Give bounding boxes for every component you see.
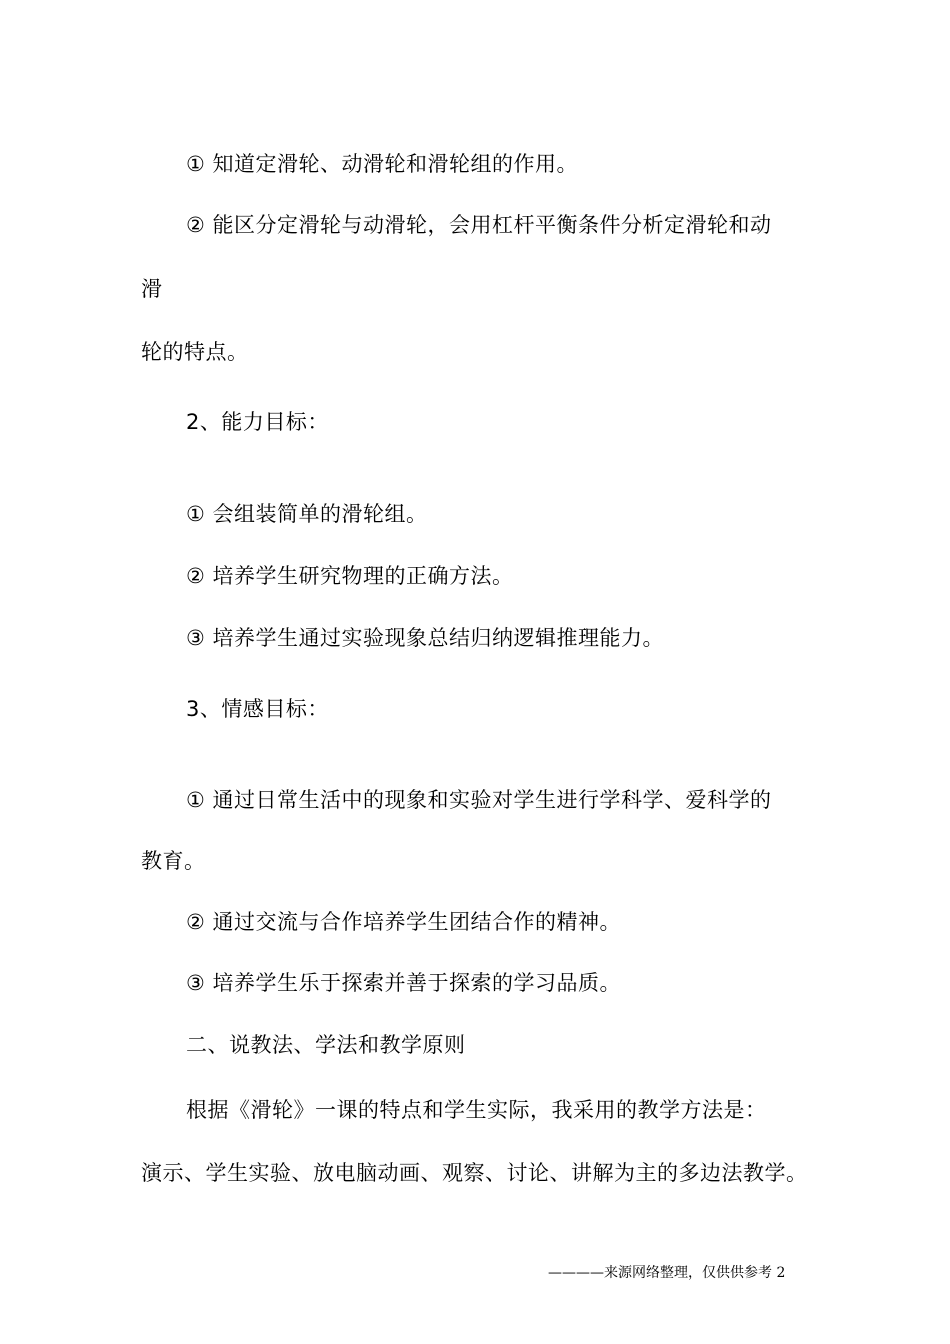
objective-line-2-wrap: 滑 bbox=[141, 277, 163, 301]
emotion-line-1: ① 通过日常生活中的现象和实验对学生进行学科学、爱科学的 bbox=[186, 788, 772, 812]
emotion-line-3: ③ 培养学生乐于探索并善于探索的学习品质。 bbox=[186, 971, 621, 995]
ability-line-1: ① 会组装简单的滑轮组。 bbox=[186, 502, 428, 526]
section-heading-methods: 二、说教法、学法和教学原则 bbox=[186, 1033, 466, 1057]
emotion-line-1-continued: 教育。 bbox=[141, 849, 206, 873]
page-footer: ————来源网络整理，仅供供参考 2 bbox=[548, 1265, 786, 1281]
section-heading-emotion: 3、情感目标： bbox=[186, 697, 329, 721]
objective-line-2: ② 能区分定滑轮与动滑轮，会用杠杆平衡条件分析定滑轮和动 bbox=[186, 213, 772, 237]
emotion-line-2: ② 通过交流与合作培养学生团结合作的精神。 bbox=[186, 910, 621, 934]
ability-line-2: ② 培养学生研究物理的正确方法。 bbox=[186, 564, 514, 588]
ability-line-3: ③ 培养学生通过实验现象总结归纳逻辑推理能力。 bbox=[186, 626, 664, 650]
methods-paragraph-line-1: 根据《滑轮》一课的特点和学生实际，我采用的教学方法是： bbox=[186, 1098, 767, 1122]
section-heading-ability: 2、能力目标： bbox=[186, 410, 329, 434]
objective-line-2-continued: 轮的特点。 bbox=[141, 340, 249, 364]
methods-paragraph-line-2: 演示、学生实验、放电脑动画、观察、讨论、讲解为主的多边法教学。 bbox=[141, 1161, 808, 1185]
objective-line-1: ① 知道定滑轮、动滑轮和滑轮组的作用。 bbox=[186, 152, 578, 176]
